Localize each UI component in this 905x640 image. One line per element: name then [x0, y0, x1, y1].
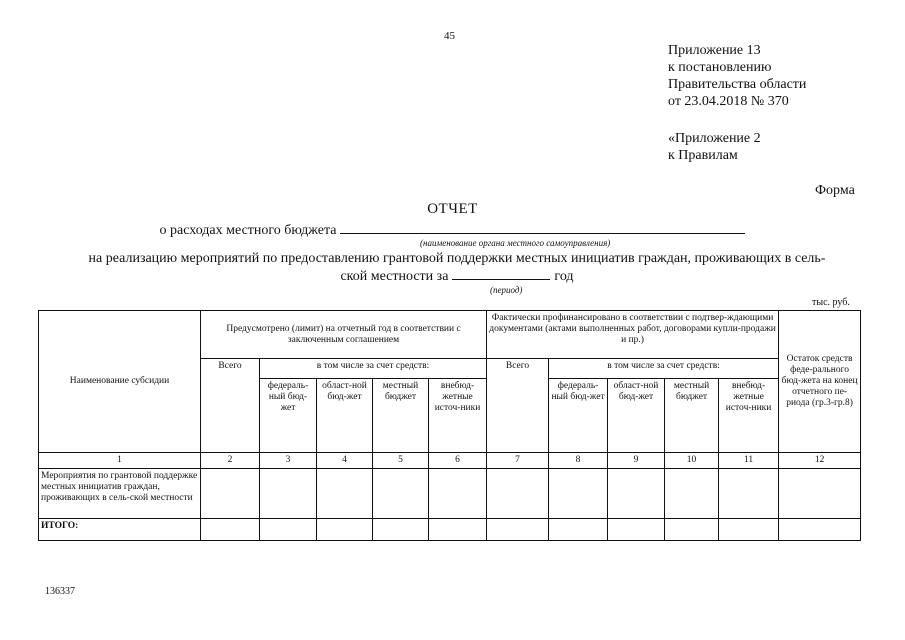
column-number: 10	[665, 453, 719, 469]
header-planned-including: в том числе за счет средств:	[260, 359, 487, 379]
data-cell	[317, 469, 373, 519]
header-planned-regional: област-ной бюд-жет	[317, 379, 373, 453]
column-number: 9	[608, 453, 665, 469]
appendix-line: Правительства области	[668, 77, 807, 92]
data-cell	[549, 469, 608, 519]
organ-blank-line	[340, 220, 745, 234]
total-cell	[665, 519, 719, 541]
units-label: тыс. руб.	[812, 297, 850, 308]
column-number: 11	[719, 453, 779, 469]
total-cell	[260, 519, 317, 541]
column-number: 7	[487, 453, 549, 469]
total-cell	[608, 519, 665, 541]
header-actual-regional: област-ной бюд-жет	[608, 379, 665, 453]
period-blank-line	[452, 267, 550, 280]
purpose-line-1: на реализацию мероприятий по предоставлению грантовой поддержки местных инициатив граждан, проживающих в сель-	[88, 251, 826, 266]
column-number: 8	[549, 453, 608, 469]
appendix2-line: к Правилам	[668, 148, 738, 163]
header-planned-offbudget: внебюд-жетные источ-ники	[429, 379, 487, 453]
total-cell	[373, 519, 429, 541]
subtitle-line	[0, 220, 905, 239]
data-cell	[665, 469, 719, 519]
column-number: 12	[779, 453, 861, 469]
header-remainder: Остаток средств феде-рального бюд-жета на конец отчетного пе-риода (гр.3-гр.8)	[779, 311, 861, 453]
header-planned-total: Всего	[201, 359, 260, 453]
column-number: 2	[201, 453, 260, 469]
column-number: 3	[260, 453, 317, 469]
total-cell	[549, 519, 608, 541]
appendix-line: Приложение 13	[668, 43, 761, 58]
header-actual-including: в том числе за счет средств:	[549, 359, 779, 379]
total-cell	[779, 519, 861, 541]
header-subsidy-name: Наименование субсидии	[39, 311, 201, 453]
total-cell	[201, 519, 260, 541]
column-number: 5	[373, 453, 429, 469]
header-actual: Фактически профинансировано в соответствии с подтвер-ждающими документами (актами выполненных работ, договорами купли-продажи и пр.)	[487, 311, 779, 359]
form-label: Форма	[815, 183, 855, 198]
data-cell	[373, 469, 429, 519]
page-number: 45	[444, 30, 455, 42]
organ-hint: (наименование органа местного самоуправления)	[420, 238, 611, 248]
column-number: 6	[429, 453, 487, 469]
total-cell	[719, 519, 779, 541]
purpose-line-2: ской местности за год	[340, 269, 574, 284]
report-table	[38, 310, 861, 541]
column-number: 1	[39, 453, 201, 469]
purpose-text	[52, 250, 862, 285]
appendix2-line: «Приложение 2	[668, 131, 761, 146]
document-title: ОТЧЕТ	[427, 201, 478, 217]
column-number: 4	[317, 453, 373, 469]
header-planned-federal: федераль-ный бюд-жет	[260, 379, 317, 453]
total-cell	[317, 519, 373, 541]
total-cell	[429, 519, 487, 541]
appendix-line: от 23.04.2018 № 370	[668, 94, 789, 109]
header-actual-total: Всего	[487, 359, 549, 453]
header-actual-federal: федераль-ный бюд-жет	[549, 379, 608, 453]
data-cell	[487, 469, 549, 519]
appendix-block	[668, 42, 806, 110]
data-cell	[429, 469, 487, 519]
data-cell	[608, 469, 665, 519]
total-cell	[487, 519, 549, 541]
data-cell	[719, 469, 779, 519]
appendix2-block	[668, 130, 761, 164]
header-actual-local: местный бюджет	[665, 379, 719, 453]
row-activity-name: Мероприятия по грантовой поддержке местных инициатив граждан, проживающих в сель-ской местности	[39, 469, 201, 519]
header-planned-local: местный бюджет	[373, 379, 429, 453]
header-actual-offbudget: внебюд-жетные источ-ники	[719, 379, 779, 453]
document-id: 136337	[45, 586, 75, 597]
data-cell	[260, 469, 317, 519]
data-cell	[779, 469, 861, 519]
appendix-line: к постановлению	[668, 60, 772, 75]
period-hint: (период)	[490, 285, 523, 295]
row-total-label: ИТОГО:	[39, 519, 201, 541]
header-planned: Предусмотрено (лимит) на отчетный год в соответствии с заключенным соглашением	[201, 311, 487, 359]
data-cell	[201, 469, 260, 519]
subtitle: о расходах местного бюджета	[159, 223, 337, 238]
